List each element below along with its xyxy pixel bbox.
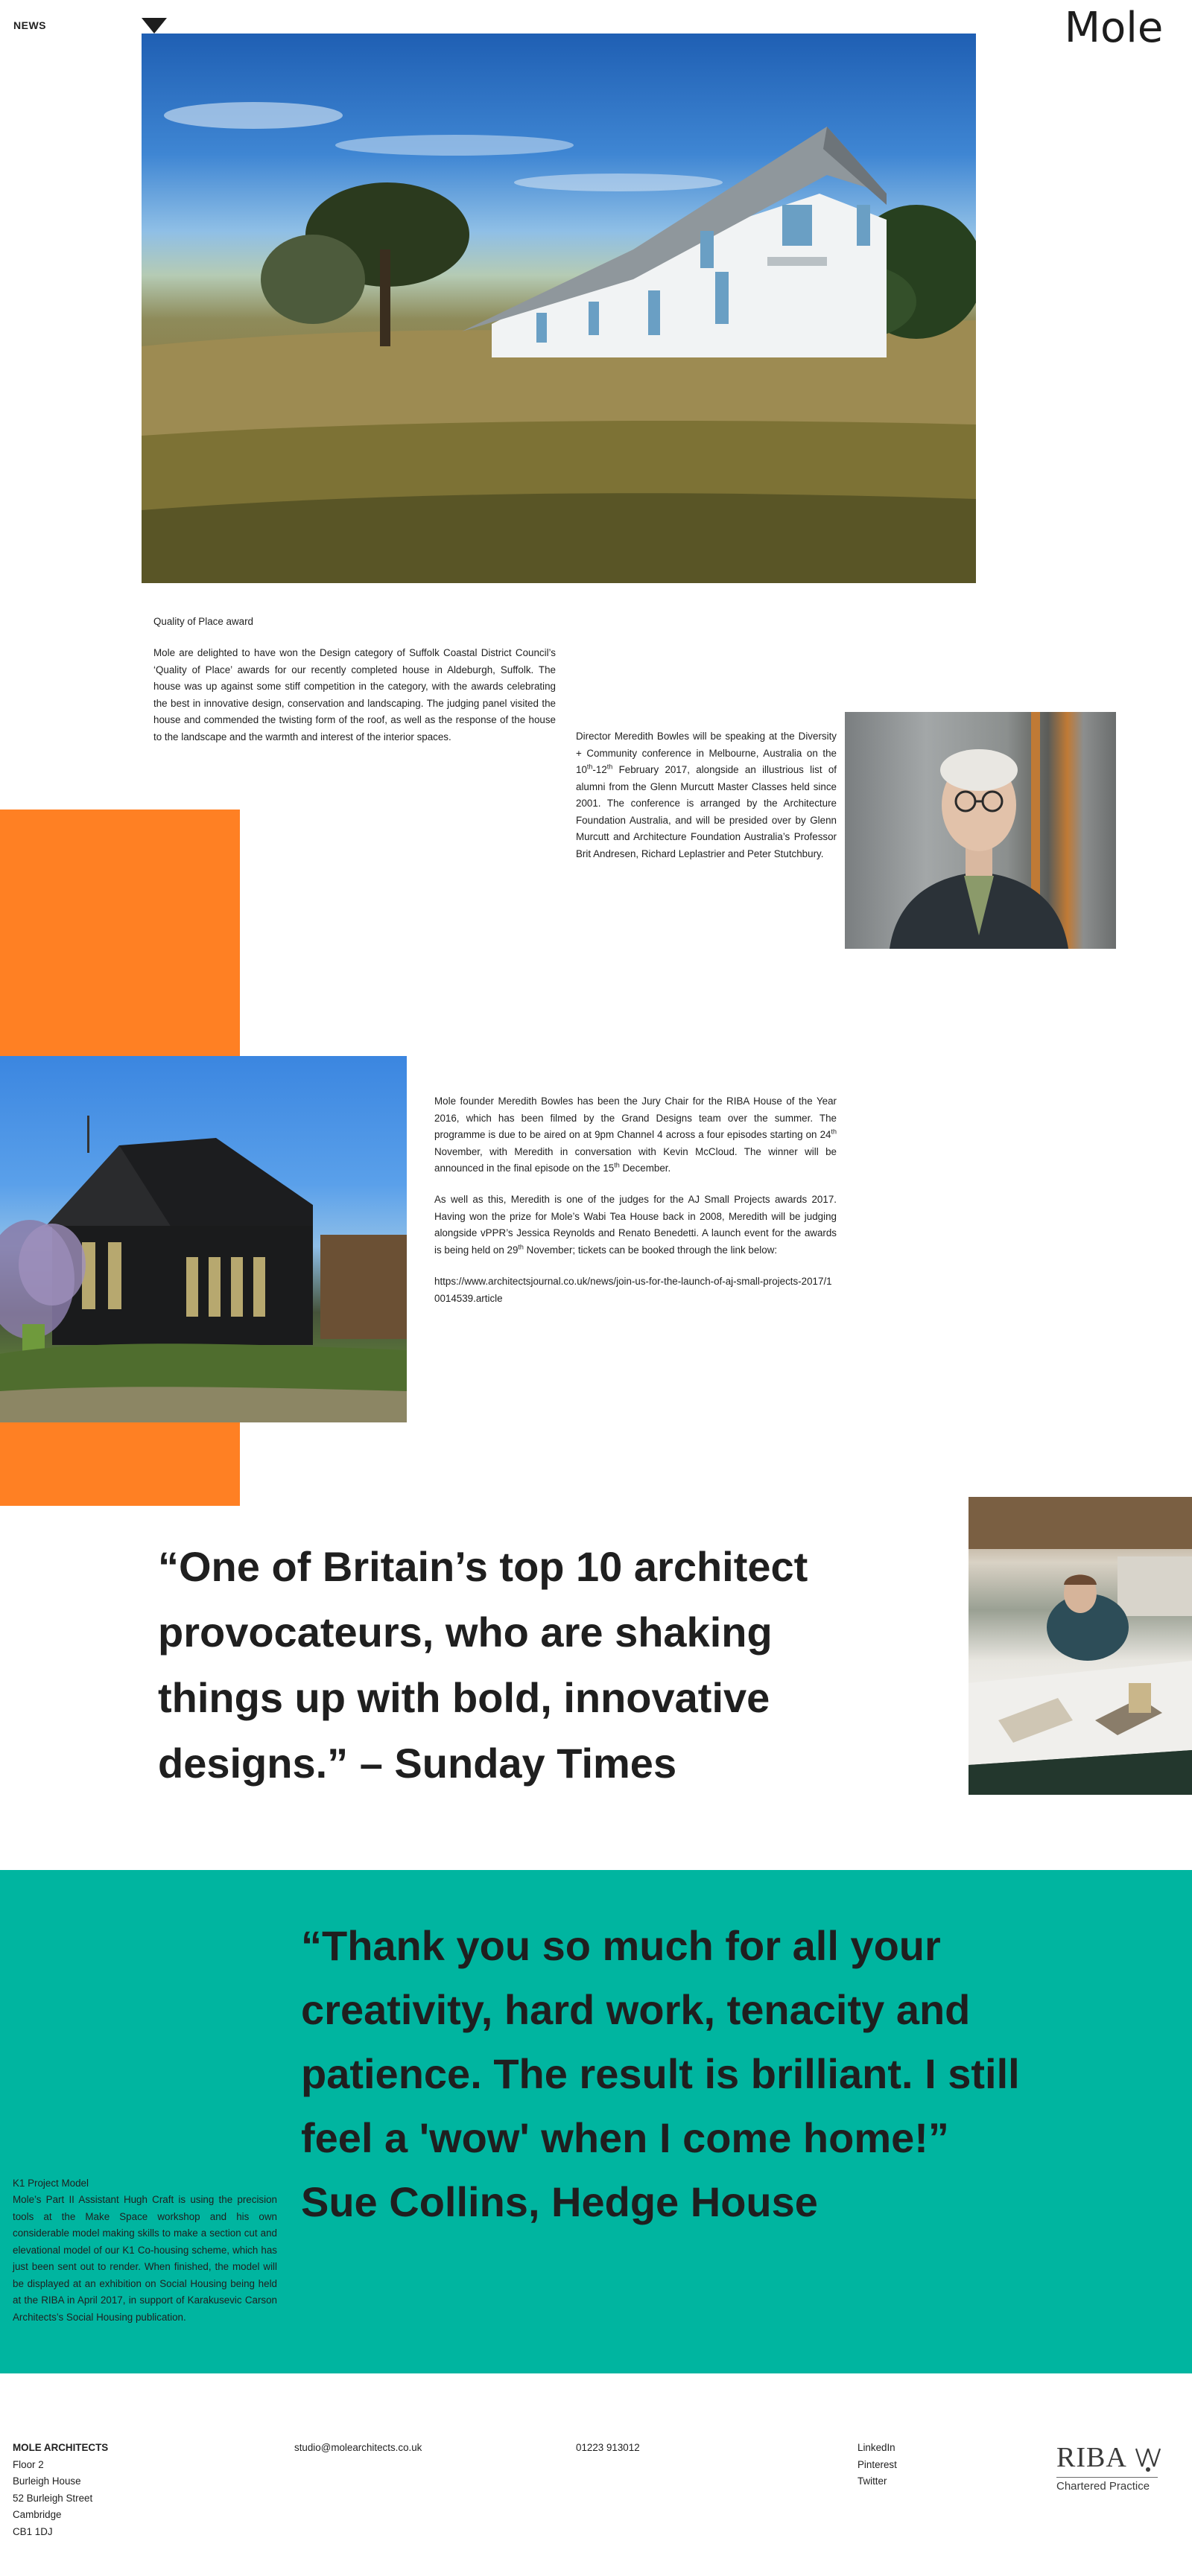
model-making-illustration: [968, 1497, 1192, 1795]
text-segment: Mole founder Meredith Bowles has been the Jury Chair for the RIBA House of the Year 2016, which has been filmed by the Grand Designs team over the summer. The programme is due to be aired on at 9pm Channel 4 across a four episodes starting on 24: [434, 1095, 837, 1140]
text-segment: February 2017, alongside an illustrious list of alumni from the Glenn Murcutt Master Classes held since 2001. The conference is arranged by the Architecture Foundation Australia, and will be presided over by Glenn Murcutt and Architecture Foundation Australia’s Professor Brit Andresen, Richard Leplastrier and Peter Stutchbury.: [576, 764, 837, 859]
article-body-quality-of-place: Mole are delighted to have won the Design category of Suffolk Coastal District Council’s ‘Quality of Place’ awards for our recently completed house in Aldeburgh, Suffolk. The house was up against some stiff competition in the category, with the awards celebrating the best in innovative design, conservation and landscaping. The judging panel visited the house and commended the twisting form of the roof, as well as the response of the house to the landscape and the warmth and interest of the interior spaces.: [153, 647, 556, 742]
portrait-photo-meredith-bowles: [845, 712, 1116, 949]
riba-logo-subtitle: Chartered Practice: [1056, 2480, 1150, 2493]
riba-logo-divider: [1056, 2477, 1158, 2478]
footer-email-link[interactable]: studio@molearchitects.co.uk: [294, 2442, 422, 2453]
black-house-photo: [0, 1056, 407, 1422]
k1-project-body: Mole’s Part II Assistant Hugh Craft is using the precision tools at the Make Space workshop and his own considerable model making skills to make a section cut and elevational model of our K1 Co-housing scheme, which has just been sent out to render. When finished, the model will be displayed at an exhibition on Social Housing being held at the RIBA in April 2017, in support of Karakusevic Carson Architects’s Social Housing publication.: [13, 2194, 277, 2323]
riba-chartered-practice-logo[interactable]: [1054, 2441, 1166, 2495]
quote-attribution: Sue Collins, Hedge House: [301, 2178, 818, 2225]
text-segment: -12: [592, 764, 607, 775]
footer-email: [294, 2440, 422, 2457]
text-segment: December.: [619, 1163, 671, 1174]
article-title-quality-of-place: Quality of Place award: [153, 616, 253, 627]
footer-address: [13, 2440, 162, 2540]
portrait-illustration: [845, 712, 1116, 949]
footer-address-line: Burleigh House: [13, 2475, 81, 2487]
article-body-riba-house-of-the-year: [434, 1093, 837, 1177]
riba-logo-word: RIBA: [1056, 2442, 1127, 2473]
superscript: th: [586, 763, 593, 771]
text-segment: November, with Meredith in conversation with Kevin McCloud. The winner will be announced in the final episode on the 15: [434, 1145, 837, 1174]
aj-small-projects-link[interactable]: https://www.architectsjournal.co.uk/news/join-us-for-the-launch-of-aj-small-projects-2017/10014539.article: [434, 1276, 832, 1304]
quote-text: “Thank you so much for all your creativity, hard work, tenacity and patience. The result is brilliant. I still feel a 'wow' when I come home!”: [301, 1922, 1020, 2161]
text-segment: Director Meredith Bowles will be speaking at the Diversity + Community conference in Melbourne, Australia on the 10: [576, 731, 837, 775]
logo-text: Mole: [1064, 4, 1164, 49]
text-segment: November; tickets can be booked through the link below:: [523, 1244, 778, 1256]
black-house-illustration: [0, 1056, 407, 1422]
footer-address-line: 52 Burleigh Street: [13, 2492, 93, 2504]
article-body-diversity-conference: [576, 728, 837, 862]
quote-hedge-house: [301, 1914, 1053, 2234]
footer-social-links: [857, 2440, 897, 2490]
footer-address-line: Cambridge: [13, 2509, 62, 2520]
twitter-link[interactable]: Twitter: [857, 2475, 887, 2487]
footer-address-line: Floor 2: [13, 2458, 44, 2470]
model-making-photo: [968, 1497, 1192, 1795]
mole-logo[interactable]: [1058, 4, 1170, 49]
superscript: th: [614, 1161, 620, 1169]
superscript: th: [518, 1243, 524, 1251]
linkedin-link[interactable]: LinkedIn: [857, 2442, 895, 2453]
superscript: th: [831, 1128, 837, 1136]
nav-news-link[interactable]: NEWS: [13, 19, 46, 31]
article-body-aj-small-projects: [434, 1192, 837, 1259]
footer-phone: 01223 913012: [576, 2442, 640, 2453]
triangle-down-icon[interactable]: [142, 18, 167, 34]
superscript: th: [606, 763, 613, 771]
pinterest-link[interactable]: Pinterest: [857, 2458, 897, 2470]
footer-company-name: MOLE ARCHITECTS: [13, 2442, 109, 2453]
quote-sunday-times: “One of Britain’s top 10 architect provocateurs, who are shaking things up with bold, innovative designs.” – Sunday Times: [158, 1543, 808, 1787]
k1-project-title: K1 Project Model: [13, 2178, 89, 2189]
text-segment: As well as this, Meredith is one of the judges for the AJ Small Projects awards 2017. Having won the prize for Mole’s Wabi Tea House back in 2008, Meredith will be judging alongside vPPR’s Jessica Reynolds and Renato Benedetti. A launch event for the awards is being held on 29: [434, 1194, 837, 1256]
hero-house-illustration: [142, 34, 976, 583]
footer-address-line: CB1 1DJ: [13, 2525, 53, 2537]
riba-lion-icon: [1132, 2444, 1164, 2474]
hero-house-photo: [142, 34, 976, 583]
